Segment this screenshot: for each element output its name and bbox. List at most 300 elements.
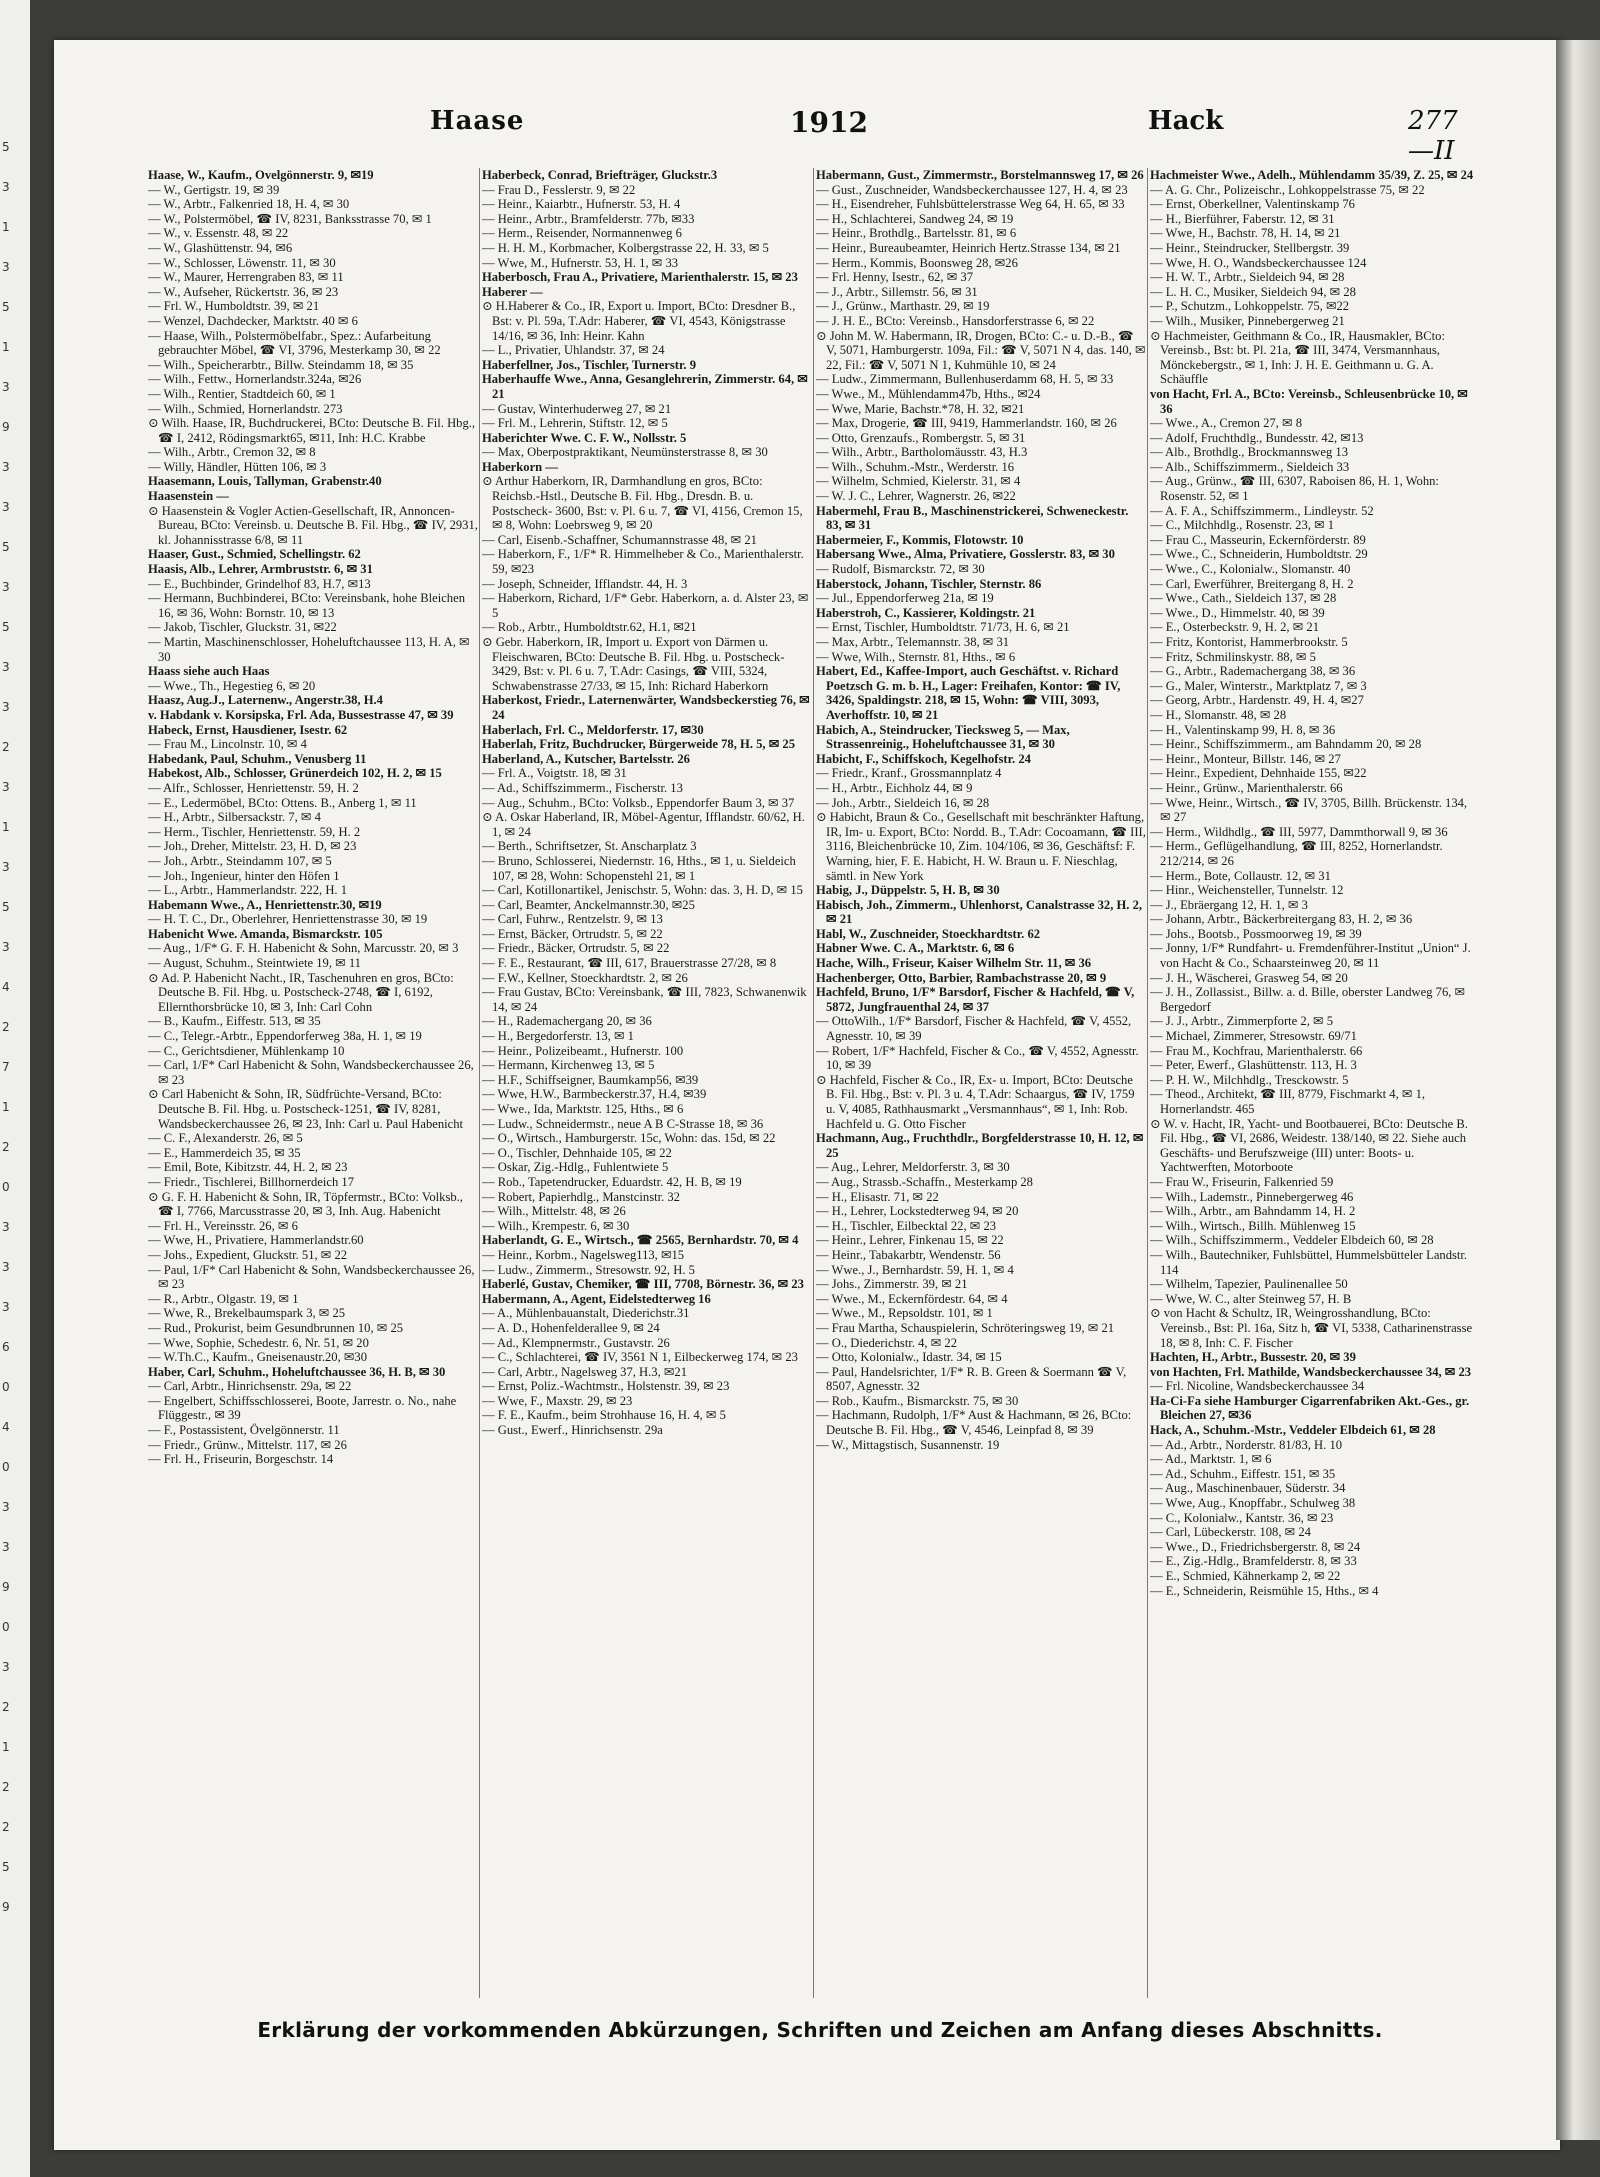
directory-entry: — Engelbert, Schiffsschlosserei, Boote, Jarrestr. o. No., nahe Flüggestr., ✉ 39 — [148, 1393, 457, 1423]
directory-entry: — Otto, Kolonialw., Idastr. 34, ✉ 15 — [816, 1350, 1002, 1365]
margin-mark: 2 — [2, 1700, 10, 1714]
directory-entry: — W., v. Essenstr. 48, ✉ 22 — [148, 226, 289, 241]
directory-entry: — Heinr., Grünw., Marienthalerstr. 66 — [1150, 780, 1343, 795]
directory-entry: Haberkost, Friedr., Laternenwärter, Wandsbeckerstieg 76, ✉ 24 — [482, 693, 810, 722]
directory-entry: — Rob., Arbtr., Humboldtstr.62, H.1, ✉21 — [482, 620, 697, 635]
directory-entry: — Oskar, Zig.-Hdlg., Fuhlentwiete 5 — [482, 1160, 669, 1175]
directory-entry: — Fritz, Schmilinskystr. 88, ✉ 5 — [1150, 649, 1316, 664]
directory-entry: — W., Maurer, Herrengraben 83, ✉ 11 — [148, 270, 344, 285]
directory-entry: ⊙ A. Oskar Haberland, IR, Möbel-Agentur, Ifflandstr. 60/62, H. 1, ✉ 24 — [482, 810, 805, 839]
directory-entry: — A. F. A., Schiffszimmerm., Lindleystr. 52 — [1150, 503, 1374, 518]
directory-entry: — Carl, Eisenb.-Schaffner, Schumannstrasse 48, ✉ 21 — [482, 532, 757, 547]
directory-entry: — Wilhelm, Tapezier, Paulinenallee 50 — [1150, 1277, 1348, 1292]
directory-entry: — H., Bergedorferstr. 13, ✉ 1 — [482, 1029, 634, 1044]
directory-entry: Haberichter Wwe. C. F. W., Nollsstr. 5 — [482, 430, 687, 445]
directory-entry: ⊙ Hachmeister, Geithmann & Co., IR, Hausmakler, BCto: Vereinsb., Bst: bt. Pl. 21a, ☎ III, 3474, Versmannhaus, Mönckebergstr., ✉ 1, Inh: J. H. E. Geithmann u. G. A. Schäuffle — [1150, 328, 1445, 387]
directory-entry: — F. E., Restaurant, ☎ III, 617, Brauerstrasse 27/28, ✉ 8 — [482, 956, 777, 971]
margin-mark: 3 — [2, 180, 10, 194]
directory-entry: — Fritz, Kontorist, Hammerbrookstr. 5 — [1150, 635, 1348, 649]
directory-entry: — Hermann, Buchbinderei, BCto: Vereinsbank, hohe Bleichen 16, ✉ 36, Wohn: Bornstr. 10, ✉ 13 — [148, 591, 465, 620]
directory-entry: — H., Rademachergang 20, ✉ 36 — [482, 1014, 652, 1029]
directory-entry: — Carl, Lübeckerstr. 108, ✉ 24 — [1150, 1525, 1311, 1540]
margin-mark: 5 — [2, 540, 10, 554]
directory-entry: — Heinr., Polizeibeamt., Hufnerstr. 100 — [482, 1043, 684, 1058]
directory-entry: ⊙ Wilh. Haase, IR, Buchdruckerei, BCto: Deutsche B. Fil. Hbg., ☎ I, 2412, Rödingsmarkt65, ✉11, Inh: H.C. Krabbe — [148, 416, 476, 445]
directory-entry: — Max, Oberpostpraktikant, Neumünsterstrasse 8, ✉ 30 — [482, 445, 768, 460]
directory-entry: — Carl, Ewerführer, Breitergang 8, H. 2 — [1150, 576, 1354, 591]
directory-entry: — Wwe, H. O., Wandsbeckerchaussee 124 — [1150, 255, 1367, 270]
directory-entry: — Hermann, Kirchenweg 13, ✉ 5 — [482, 1058, 655, 1073]
directory-entry: — Peter, Ewerf., Glashüttenstr. 113, H. 3 — [1150, 1058, 1357, 1073]
margin-mark: 2 — [2, 1820, 10, 1834]
header-left-keyword: Haase — [430, 106, 525, 136]
directory-entry: — F. E., Kaufm., beim Strohhause 16, H. 4, ✉ 5 — [482, 1408, 726, 1423]
directory-entry: — Georg, Arbtr., Hardenstr. 49, H. 4, ✉27 — [1150, 693, 1364, 708]
directory-entry: Hachfeld, Bruno, 1/F* Barsdorf, Fischer & Hachfeld, ☎ V, 5872, Jungfrauenthal 24, ✉ 37 — [816, 985, 1135, 1014]
margin-mark: 3 — [2, 660, 10, 674]
directory-entry: v. Habdank v. Korsipska, Frl. Ada, Bussestrasse 47, ✉ 39 — [148, 707, 454, 722]
margin-mark: 3 — [2, 460, 10, 474]
directory-entry: — Hinr., Weichensteller, Tunnelstr. 12 — [1150, 883, 1344, 898]
directory-entry: — Johs., Bootsb., Possmoorweg 19, ✉ 39 — [1150, 926, 1362, 941]
directory-entry: — Martin, Maschinenschlosser, Hoheluftchaussee 113, H. A, ✉ 30 — [148, 635, 470, 664]
margin-mark: 3 — [2, 860, 10, 874]
directory-entry: — Alfr., Schlosser, Henriettenstr. 59, H. 2 — [148, 780, 359, 795]
directory-entry: — Michael, Zimmerer, Stresowstr. 69/71 — [1150, 1029, 1357, 1044]
directory-entry: — J., Grünw., Marthastr. 29, ✉ 19 — [816, 299, 990, 314]
margin-mark: 3 — [2, 1540, 10, 1554]
directory-entry: — Friedr., Tischlerei, Billhornerdeich 17 — [148, 1174, 355, 1189]
directory-entry: Habersang Wwe., Alma, Privatiere, Gosslerstr. 83, ✉ 30 — [816, 547, 1115, 562]
directory-entry: — Herm., Wildhdlg., ☎ III, 5977, Dammthorwall 9, ✉ 36 — [1150, 824, 1448, 839]
directory-entry: Habicht, F., Schiffskoch, Kegelhofstr. 24 — [816, 751, 1031, 766]
directory-entry: — Adolf, Fruchthdlg., Bundesstr. 42, ✉13 — [1150, 430, 1364, 445]
directory-entry: — Joh., Dreher, Mittelstr. 23, H. D, ✉ 23 — [148, 839, 357, 854]
header-right-keyword: Hack — [1148, 106, 1224, 136]
directory-entry: — Heinr., Monteur, Billstr. 146, ✉ 27 — [1150, 751, 1341, 766]
directory-entry: Haaser, Gust., Schmied, Schellingstr. 62 — [148, 547, 361, 562]
directory-entry: — Friedr., Grünw., Mittelstr. 117, ✉ 26 — [148, 1437, 347, 1452]
directory-entry: — Wwe, Wilh., Sternstr. 81, Hths., ✉ 6 — [816, 649, 1016, 664]
directory-entry: — Ernst, Poliz.-Wachtmstr., Holstenstr. 39, ✉ 23 — [482, 1379, 730, 1394]
directory-entry: Habert, Ed., Kaffee-Import, auch Geschäftst. v. Richard Poetzsch G. m. b. H., Lager: Freihafen, Kontor: ☎ IV, 3426, Spaldingstr. 218, ✉ 15, Wohn: ☎ VIII, 3093, Averhoffstr. 10, ✉ 21 — [816, 664, 1121, 722]
directory-entry: — J. H., Wäscherei, Grasweg 54, ✉ 20 — [1150, 970, 1348, 985]
directory-entry: — H., Slomanstr. 48, ✉ 28 — [1150, 707, 1287, 722]
directory-entry: — Wilh., Mittelstr. 48, ✉ 26 — [482, 1204, 626, 1219]
directory-entry: — Wilh., Lademstr., Pinnebergerweg 46 — [1150, 1189, 1354, 1204]
directory-entry: — B., Kaufm., Eiffestr. 513, ✉ 35 — [148, 1014, 321, 1029]
directory-entry: — Wwe, F., Maxstr. 29, ✉ 23 — [482, 1393, 633, 1408]
margin-mark: 1 — [2, 220, 10, 234]
directory-entry: — Carl, Kotillonartikel, Jenischstr. 5, Wohn: das. 3, H. D, ✉ 15 — [482, 883, 803, 898]
margin-mark: 1 — [2, 1740, 10, 1754]
directory-entry: — W. J. C., Lehrer, Wagnerstr. 26, ✉22 — [816, 489, 1016, 504]
directory-entry: ⊙ von Hacht & Schultz, IR, Weingrosshandlung, BCto: Vereinsb., Bst: Pl. 16a, Sitz h, ☎ VI, 5338, Catharinenstrasse 18, ✉ 8, Inh: C. F. Fischer — [1150, 1306, 1473, 1350]
directory-entry: ⊙ H.Haberer & Co., IR, Export u. Import, BCto: Dresdner B., Bst: v. Pl. 59a, T.Adr: Haberer, ☎ VI, 4543, Königstrasse 14/16, ✉ 36, Inh: Heinr. Kahn — [482, 299, 796, 343]
directory-entry: — Wwe, Marie, Bachstr.*78, H. 32, ✉21 — [816, 401, 1025, 416]
directory-entry: — Wilhelm, Schmied, Kielerstr. 31, ✉ 4 — [816, 474, 1021, 489]
directory-entry: Haberer — — [482, 284, 543, 299]
directory-entry: Hachten, H., Arbtr., Bussestr. 20, ✉ 39 — [1150, 1350, 1356, 1365]
directory-entry: — Frl. M., Lehrerin, Stiftstr. 12, ✉ 5 — [482, 416, 668, 431]
directory-entry: — Frl. H., Vereinsstr. 26, ✉ 6 — [148, 1218, 298, 1233]
directory-entry: — H. T. C., Dr., Oberlehrer, Henriettenstrasse 30, ✉ 19 — [148, 912, 428, 927]
margin-mark: 3 — [2, 1220, 10, 1234]
directory-entry: — Wilh., Arbtr., Cremon 32, ✉ 8 — [148, 445, 316, 460]
directory-entry: — Wilh., Krempestr. 6, ✉ 30 — [482, 1218, 630, 1233]
directory-entry: — H., Lehrer, Lockstedterweg 94, ✉ 20 — [816, 1204, 1019, 1219]
margin-mark: 5 — [2, 900, 10, 914]
directory-entry: — Gustav, Winterhuderweg 27, ✉ 21 — [482, 401, 672, 416]
directory-entry: Habermann, Gust., Zimmermstr., Borstelmannsweg 17, ✉ 26 — [816, 168, 1144, 182]
margin-mark: 9 — [2, 1580, 10, 1594]
directory-entry: — Wilh., Arbtr., Bartholomäusstr. 43, H.3 — [816, 445, 1028, 460]
directory-entry: ⊙ G. F. H. Habenicht & Sohn, IR, Töpfermstr., BCto: Volksb., ☎ I, 7766, Marcusstrasse 20, ✉ 3, Inh. Aug. Habenicht — [148, 1189, 463, 1219]
directory-entry: — O., Wirtsch., Hamburgerstr. 15c, Wohn: das. 15d, ✉ 22 — [482, 1131, 776, 1146]
directory-entry: — Wilh., Bautechniker, Fuhlsbüttel, Hummelsbütteler Landstr. 114 — [1150, 1247, 1468, 1277]
directory-entry: — O., Tischler, Dehnhaide 105, ✉ 22 — [482, 1145, 672, 1160]
directory-entry: Habner Wwe. C. A., Marktstr. 6, ✉ 6 — [816, 941, 1015, 956]
directory-entry: Haasemann, Louis, Tallyman, Grabenstr.40 — [148, 474, 382, 489]
directory-entry: Hachenberger, Otto, Barbier, Rambachstrasse 20, ✉ 9 — [816, 970, 1107, 985]
directory-entry: Ha-Ci-Fa siehe Hamburger Cigarrenfabriken Akt.-Ges., gr. Bleichen 27, ✉36 — [1150, 1393, 1470, 1423]
directory-entry: — J. J., Arbtr., Zimmerpforte 2, ✉ 5 — [1150, 1014, 1333, 1029]
directory-entry: — E., Zig.-Hdlg., Bramfelderstr. 8, ✉ 33 — [1150, 1554, 1357, 1569]
directory-entry: — Frau Gustav, BCto: Vereinsbank, ☎ III, 7823, Schwanenwik 14, ✉ 24 — [482, 985, 807, 1014]
directory-entry: — Alb., Brothdlg., Brockmannsweg 13 — [1150, 445, 1348, 460]
directory-entry: Haberbosch, Frau A., Privatiere, Marienthalerstr. 15, ✉ 23 — [482, 270, 798, 285]
directory-entry: — Carl, 1/F* Carl Habenicht & Sohn, Wandsbeckerchaussee 26, ✉ 23 — [148, 1058, 474, 1087]
directory-entry: — L., Arbtr., Hammerlandstr. 222, H. 1 — [148, 883, 348, 898]
directory-entry: — A. D., Hohenfelderallee 9, ✉ 24 — [482, 1320, 660, 1335]
directory-entry: — Ad., Klempnermstr., Gustavstr. 26 — [482, 1335, 670, 1350]
directory-entry: Haberhauffe Wwe., Anna, Gesanglehrerin, Zimmerstr. 64, ✉ 21 — [482, 372, 808, 401]
directory-entry: — Frau M., Lincolnstr. 10, ✉ 4 — [148, 737, 307, 752]
directory-entry: Haberbeck, Conrad, Briefträger, Gluckstr.3 — [482, 168, 718, 182]
directory-entry: — W., Glashüttenstr. 94, ✉6 — [148, 240, 293, 255]
directory-entry: — Ad., Arbtr., Norderstr. 81/83, H. 10 — [1150, 1437, 1343, 1452]
directory-entry: — Friedr., Bäcker, Ortrudstr. 5, ✉ 22 — [482, 941, 670, 956]
directory-entry: — Aug., Maschinenbauer, Süderstr. 34 — [1150, 1481, 1346, 1496]
directory-entry: — L. H. C., Musiker, Sieldeich 94, ✉ 28 — [1150, 284, 1356, 299]
directory-entry: Habekost, Alb., Schlosser, Grünerdeich 102, H. 2, ✉ 15 — [148, 766, 442, 781]
margin-mark: 1 — [2, 1100, 10, 1114]
directory-entry: — Wilh., Rentier, Stadtdeich 60, ✉ 1 — [148, 386, 336, 401]
directory-entry: — Jakob, Tischler, Gluckstr. 31, ✉22 — [148, 620, 337, 635]
directory-entry: — Wilh., Wirtsch., Billh. Mühlenweg 15 — [1150, 1218, 1356, 1233]
directory-entry: — Robert, Papierhdlg., Manstcinstr. 32 — [482, 1189, 680, 1204]
directory-entry: — Carl, Fuhrw., Rentzelstr. 9, ✉ 13 — [482, 912, 663, 927]
directory-entry: — G., Arbtr., Rademachergang 38, ✉ 36 — [1150, 664, 1356, 679]
directory-entry: — G., Maler, Winterstr., Marktplatz 7, ✉ 3 — [1150, 678, 1367, 693]
directory-entry: — Wenzel, Dachdecker, Marktstr. 40 ✉ 6 — [148, 313, 358, 328]
directory-entry: — OttoWilh., 1/F* Barsdorf, Fischer & Hachfeld, ☎ V, 4552, Agnesstr. 10, ✉ 39 — [816, 1014, 1132, 1044]
directory-entry: — Herm., Geflügelhandlung, ☎ III, 8252, Hornerlandstr. 212/214, ✉ 26 — [1150, 839, 1443, 868]
directory-entry: — Johs., Zimmerstr. 39, ✉ 21 — [816, 1277, 968, 1292]
directory-entry: — H., Eisendreher, Fuhlsbüttelerstrasse Weg 64, H. 65, ✉ 33 — [816, 197, 1125, 212]
directory-entry: Haasis, Alb., Lehrer, Armbruststr. 6, ✉ 31 — [148, 562, 373, 577]
margin-mark: 9 — [2, 1900, 10, 1914]
directory-entry: — Wwe., Cath., Sieldeich 137, ✉ 28 — [1150, 591, 1337, 606]
directory-entry: Habermehl, Frau B., Maschinenstrickerei, Schweneckestr. 83, ✉ 31 — [816, 503, 1129, 533]
directory-entry: — Wilh., Arbtr., am Bahndamm 14, H. 2 — [1150, 1204, 1356, 1219]
margin-mark: 3 — [2, 780, 10, 794]
margin-mark: 7 — [2, 1060, 10, 1074]
directory-entry: Habedank, Paul, Schuhm., Venusberg 11 — [148, 751, 367, 766]
margin-mark: 3 — [2, 500, 10, 514]
directory-entry: ⊙ Ad. P. Habenicht Nacht., IR, Taschenuhren en gros, BCto: Deutsche B. Fil. Hbg. u. Postscheck-2748, ☎ I, 6192, Ellernthorsbrücke 10, ✉ 3, Inh: Carl Cohn — [148, 970, 454, 1014]
directory-entry: — Wwe, W. C., alter Steinweg 57, H. B — [1150, 1291, 1352, 1306]
margin-mark: 2 — [2, 1780, 10, 1794]
directory-entry: — Haase, Wilh., Polstermöbelfabr., Spez.: Aufarbeitung gebrauchter Möbel, ☎ VI, 3796, Mesterkamp 30, ✉ 22 — [148, 328, 441, 358]
directory-entry: ⊙ Gebr. Haberkorn, IR, Import u. Export von Därmen u. Fleischwaren, BCto: Deutsche B. Fil. Hbg. u. Postscheck- 3429, Bst: v. Pl. 6 u. 7, T.Adr: Casings, ☎ VIII, 5324, Schwabenstrasse 27/33, ✉ 15, Inh: Richard Haberkorn — [482, 635, 785, 693]
margin-mark: 1 — [2, 820, 10, 834]
directory-entry: Haasenstein — — [148, 489, 229, 504]
margin-mark: 5 — [2, 1860, 10, 1874]
directory-entry: — W., Polstermöbel, ☎ IV, 8231, Banksstrasse 70, ✉ 1 — [148, 211, 432, 226]
directory-entry: — Wilh., Speicherarbtr., Billw. Steindamm 18, ✉ 35 — [148, 357, 414, 372]
directory-entry: — Willy, Händler, Hütten 106, ✉ 3 — [148, 459, 327, 474]
margin-mark: 5 — [2, 140, 10, 154]
margin-mark: 3 — [2, 1300, 10, 1314]
directory-entry: — Carl, Arbtr., Nagelsweg 37, H.3, ✉21 — [482, 1364, 688, 1379]
directory-entry: — E., Ledermöbel, BCto: Ottens. B., Anberg 1, ✉ 11 — [148, 795, 417, 810]
directory-entry: — Wwe., Th., Hegestieg 6, ✉ 20 — [148, 678, 316, 693]
directory-entry: Haberlach, Frl. C., Meldorferstr. 17, ✉30 — [482, 722, 704, 737]
directory-entry: — Robert, 1/F* Hachfeld, Fischer & Co., ☎ V, 4552, Agnesstr. 10, ✉ 39 — [816, 1043, 1139, 1073]
directory-entry: — Wwe., M., Repsoldstr. 101, ✉ 1 — [816, 1306, 993, 1321]
directory-entry: — Herm., Tischler, Henriettenstr. 59, H. 2 — [148, 824, 361, 839]
directory-entry: — W., Aufseher, Rückertstr. 36, ✉ 23 — [148, 284, 339, 299]
directory-entry: ⊙ Carl Habenicht & Sohn, IR, Südfrüchte-Versand, BCto: Deutsche B. Fil. Hbg. u. Postscheck-1251, ☎ IV, 8281, Wandsbeckerchaussee 26, ✉ 23, Inh: Carl u. Paul Habenicht — [148, 1087, 464, 1131]
directory-entry: Haberlé, Gustav, Chemiker, ☎ III, 7708, Börnestr. 36, ✉ 23 — [482, 1277, 804, 1292]
margin-mark: 0 — [2, 1180, 10, 1194]
directory-entry: — Heinr., Brothdlg., Bartelsstr. 81, ✉ 6 — [816, 226, 1017, 241]
directory-entry: — Wwe, Sophie, Schedestr. 6, Nr. 51, ✉ 20 — [148, 1335, 369, 1350]
directory-entry: — Friedr., Kranf., Grossmannplatz 4 — [816, 766, 1002, 781]
directory-entry: — P. H. W., Milchhdlg., Tresckowstr. 5 — [1150, 1072, 1349, 1087]
directory-entry: — Frau Martha, Schauspielerin, Schröteringsweg 19, ✉ 21 — [816, 1320, 1115, 1335]
directory-entry: — Heinr., Expedient, Dehnhaide 155, ✉22 — [1150, 766, 1367, 781]
directory-entry: — H., Bierführer, Faberstr. 12, ✉ 31 — [1150, 211, 1335, 226]
directory-entry: — Wwe., C., Schneiderin, Humboldtstr. 29 — [1150, 547, 1368, 562]
directory-entry: — L., Privatier, Uhlandstr. 37, ✉ 24 — [482, 343, 665, 358]
directory-entry: — Aug., Schuhm., BCto: Volksb., Eppendorfer Baum 3, ✉ 37 — [482, 795, 795, 810]
directory-entry: Habeck, Ernst, Hausdiener, Isestr. 62 — [148, 722, 348, 737]
directory-entry: — Joh., Ingenieur, hinter den Höfen 1 — [148, 868, 340, 883]
directory-entry: — Ad., Schiffszimmerm., Fischerstr. 13 — [482, 780, 683, 795]
directory-entry: — W., Gertigstr. 19, ✉ 39 — [148, 182, 280, 197]
directory-entry: Hachmeister Wwe., Adelh., Mühlendamm 35/39, Z. 25, ✉ 24 — [1150, 168, 1474, 182]
header-year: 1912 — [790, 106, 868, 139]
directory-entry: — Gust., Zuschneider, Wandsbeckerchaussee 127, H. 4, ✉ 23 — [816, 182, 1128, 197]
directory-entry: Haberstock, Johann, Tischler, Sternstr. 86 — [816, 576, 1042, 591]
directory-entry: Habl, W., Zuschneider, Stoeckhardtstr. 62 — [816, 926, 1041, 941]
directory-entry: — Aug., 1/F* G. F. H. Habenicht & Sohn, Marcusstr. 20, ✉ 3 — [148, 941, 459, 956]
abbreviation-note: Erklärung der vorkommenden Abkürzungen, Schriften und Zeichen am Anfang dieses Abschnitts. — [257, 2018, 1383, 2042]
directory-entry: Hack, A., Schuhm.-Mstr., Veddeler Elbdeich 61, ✉ 28 — [1150, 1423, 1436, 1438]
directory-entry: — Wilh., Fettw., Hornerlandstr.324a, ✉26 — [148, 372, 362, 387]
directory-entry: — J., Ebräergang 12, H. 1, ✉ 3 — [1150, 897, 1308, 912]
directory-entry: — Frau W., Friseurin, Falkenried 59 — [1150, 1174, 1334, 1189]
margin-mark: 2 — [2, 740, 10, 754]
directory-entry: — Johs., Expedient, Gluckstr. 51, ✉ 22 — [148, 1247, 348, 1262]
directory-entry: — Wwe, H., Privatiere, Hammerlandstr.60 — [148, 1233, 364, 1248]
directory-entry: von Hachten, Frl. Mathilde, Wandsbeckerchaussee 34, ✉ 23 — [1150, 1364, 1472, 1379]
directory-entry: — C., Gerichtsdiener, Mühlenkamp 10 — [148, 1043, 345, 1058]
directory-entry: — Ernst, Tischler, Humboldtstr. 71/73, H. 6, ✉ 21 — [816, 620, 1070, 635]
directory-entry: — A. G. Chr., Polizeischr., Lohkoppelstrasse 75, ✉ 22 — [1150, 182, 1425, 197]
directory-entry: Habig, J., Düppelstr. 5, H. B, ✉ 30 — [816, 883, 1000, 898]
directory-entry: — C., Telegr.-Arbtr., Eppendorferweg 38a, H. 1, ✉ 19 — [148, 1029, 422, 1044]
directory-entry: — W., Mittagstisch, Susannenstr. 19 — [816, 1437, 1000, 1452]
directory-entry: Habisch, Joh., Zimmerm., Uhlenhorst, Canalstrasse 32, H. 2, ✉ 21 — [816, 897, 1143, 927]
directory-entry: — Ludw., Schneidermstr., neue A B C-Strasse 18, ✉ 36 — [482, 1116, 764, 1131]
directory-entry: — E., Buchbinder, Grindelhof 83, H.7, ✉13 — [148, 576, 371, 591]
directory-entry: — Herm., Bote, Collaustr. 12, ✉ 31 — [1150, 868, 1331, 883]
directory-entry: — Frau C., Masseurin, Eckernförderstr. 89 — [1150, 532, 1366, 547]
directory-entry: — Gust., Ewerf., Hinrichsenstr. 29a — [482, 1423, 663, 1438]
directory-entry: ⊙ W. v. Hacht, IR, Yacht- und Bootbauerei, BCto: Deutsche B. Fil. Hbg., ☎ VI, 2686, Weidestr. 138/140, ✉ 22. Siehe auch Geschäfts- und Berufszweige (III) unter: Boots- u. Yachtwerften, Motorboote — [1150, 1116, 1468, 1175]
directory-column-2 — [482, 168, 812, 1998]
margin-mark: 0 — [2, 1460, 10, 1474]
directory-entry: — Heinr., Korbm., Nagelsweg113, ✉15 — [482, 1247, 685, 1262]
header-page-number: 277—II — [1408, 106, 1458, 166]
directory-entry: — F.W., Kellner, Stoeckhardtstr. 2, ✉ 26 — [482, 970, 688, 985]
margin-mark: 3 — [2, 1500, 10, 1514]
directory-entry: — Ernst, Oberkellner, Valentinskamp 76 — [1150, 197, 1355, 212]
directory-entry: — Heinr., Tabakarbtr, Wendenstr. 56 — [816, 1247, 1001, 1262]
directory-entry: — H., Valentinskamp 99, H. 8, ✉ 36 — [1150, 722, 1336, 737]
directory-entry: — Aug., Lehrer, Meldorferstr. 3, ✉ 30 — [816, 1160, 1010, 1175]
directory-entry: — Jul., Eppendorferweg 21a, ✉ 19 — [816, 591, 994, 606]
directory-entry: — Joh., Arbtr., Steindamm 107, ✉ 5 — [148, 853, 332, 868]
margin-mark: 1 — [2, 340, 10, 354]
margin-mark: 3 — [2, 580, 10, 594]
directory-entry: — Heinr., Bureaubeamter, Heinrich Hertz.Strasse 134, ✉ 21 — [816, 240, 1121, 255]
margin-mark: 4 — [2, 1420, 10, 1434]
directory-entry: — Bruno, Schlosserei, Niedernstr. 16, Hths., ✉ 1, u. Sieldeich 107, ✉ 28, Wohn: Schopenstehl 21, ✉ 1 — [482, 853, 796, 883]
directory-entry: — R., Arbtr., Olgastr. 19, ✉ 1 — [148, 1291, 299, 1306]
directory-entry: — H., Schlachterei, Sandweg 24, ✉ 19 — [816, 211, 1014, 226]
directory-entry: — Frau D., Fesslerstr. 9, ✉ 22 — [482, 182, 636, 197]
directory-entry: — Heinr., Kaiarbtr., Hufnerstr. 53, H. 4 — [482, 197, 681, 212]
directory-entry: — Wwe., A., Cremon 27, ✉ 8 — [1150, 416, 1302, 431]
margin-mark: 4 — [2, 980, 10, 994]
directory-entry: ⊙ Hachfeld, Fischer & Co., IR, Ex- u. Import, BCto: Deutsche B. Fil. Hbg., Bst: v. Pl. 3 u. 4, T.Adr: Schaargus, ☎ IV, 1759 u. V, 4085, Rathhausmarkt „Versmannhaus“, ✉ 1, Inh: Rob. Hachfeld u. G. Otto Fischer — [816, 1072, 1135, 1131]
directory-entry: Haberfellner, Jos., Tischler, Turnerstr. 9 — [482, 357, 696, 372]
directory-entry: — Haberkorn, F., 1/F* R. Himmelheber & Co., Marienthalerstr. 59, ✉23 — [482, 547, 804, 577]
directory-entry: — Max, Drogerie, ☎ III, 9419, Hammerlandstr. 160, ✉ 26 — [816, 416, 1117, 431]
directory-entry: — W., Arbtr., Falkenried 18, H. 4, ✉ 30 — [148, 197, 350, 212]
margin-mark: 9 — [2, 420, 10, 434]
directory-entry: — H., Arbtr., Silbersackstr. 7, ✉ 4 — [148, 810, 321, 825]
directory-entry: Haberlah, Fritz, Buchdrucker, Bürgerweide 78, H. 5, ✉ 25 — [482, 737, 796, 752]
directory-entry: — Wilh., Musiker, Pinnebergerweg 21 — [1150, 313, 1345, 328]
margin-mark: 2 — [2, 1140, 10, 1154]
directory-entry: — Ad., Marktstr. 1, ✉ 6 — [1150, 1452, 1272, 1467]
directory-entry: — E., Hammerdeich 35, ✉ 35 — [148, 1145, 301, 1160]
directory-entry: — Frl. W., Humboldtstr. 39, ✉ 21 — [148, 299, 320, 314]
directory-entry: — Otto, Grenzaufs., Rombergstr. 5, ✉ 31 — [816, 430, 1026, 445]
margin-mark: 3 — [2, 1260, 10, 1274]
directory-entry: — Frl. Henny, Isestr., 62, ✉ 37 — [816, 270, 974, 285]
directory-entry: — Rob., Tapetendrucker, Eduardstr. 42, H. B, ✉ 19 — [482, 1174, 742, 1189]
directory-entry: — Herm., Reisender, Normannenweg 6 — [482, 226, 682, 241]
directory-entry: — Carl, Beamter, Anckelmannstr.30, ✉25 — [482, 897, 695, 912]
directory-entry: — Wwe, M., Hufnerstr. 53, H. 1, ✉ 33 — [482, 255, 679, 270]
directory-entry: — Theod., Architekt, ☎ III, 8779, Fischmarkt 4, ✉ 1, Hornerlandstr. 465 — [1150, 1087, 1426, 1116]
directory-entry: — H., Arbtr., Eichholz 44, ✉ 9 — [816, 780, 973, 795]
margin-mark: 3 — [2, 940, 10, 954]
margin-mark: 3 — [2, 700, 10, 714]
directory-entry: — Ludw., Zimmerm., Stresowstr. 92, H. 5 — [482, 1262, 695, 1277]
directory-entry: — Wwe, Aug., Knopffabr., Schulweg 38 — [1150, 1496, 1356, 1511]
directory-entry: — P., Schutzm., Lohkoppelstr. 75, ✉22 — [1150, 299, 1350, 314]
directory-entry: — J., Arbtr., Sillemstr. 56, ✉ 31 — [816, 284, 978, 299]
directory-entry: — Wilh., Schiffszimmerm., Veddeler Elbdeich 60, ✉ 28 — [1150, 1233, 1434, 1248]
directory-entry: Haase, W., Kaufm., Ovelgönnerstr. 9, ✉19 — [148, 168, 374, 182]
directory-entry: — Heinr., Steindrucker, Stellbergstr. 39 — [1150, 240, 1350, 255]
directory-entry: — Wwe, H., Bachstr. 78, H. 14, ✉ 21 — [1150, 226, 1341, 241]
directory-entry: — J. H. E., BCto: Vereinsb., Hansdorferstrasse 6, ✉ 22 — [816, 313, 1095, 328]
directory-entry: ⊙ John M. W. Habermann, IR, Drogen, BCto: C.- u. D.-B., ☎ V, 5071, Hamburgerstr. 109a, Fil.: ☎ V, 5071 N 4, das. 140, ✉ 22, Fil.: ☎ V, 5071 N 1, Kuhmühle 10, ✉ 24 — [816, 328, 1146, 372]
directory-entry: — H. W. T., Arbtr., Sieldeich 94, ✉ 28 — [1150, 270, 1345, 285]
directory-entry: — Ernst, Bäcker, Ortrudstr. 5, ✉ 22 — [482, 926, 663, 941]
directory-entry: — Wwe., C., Kolonialw., Slomanstr. 40 — [1150, 562, 1351, 577]
directory-entry: Haber, Carl, Schuhm., Hoheluftchaussee 36, H. B, ✉ 30 — [148, 1364, 446, 1379]
directory-entry: — Haberkorn, Richard, 1/F* Gebr. Haberkorn, a. d. Alster 23, ✉ 5 — [482, 591, 809, 620]
directory-entry: — A., Mühlenbauanstalt, Diederichstr.31 — [482, 1306, 690, 1321]
directory-entry: — Joseph, Schneider, Ifflandstr. 44, H. 3 — [482, 576, 688, 591]
directory-entry: — Wwe., M., Mühlendamm47b, Hths., ✉24 — [816, 386, 1041, 401]
directory-column-4 — [1150, 168, 1476, 1998]
previous-page-edge — [0, 0, 30, 2177]
margin-mark: 5 — [2, 620, 10, 634]
directory-entry: — Frl. A., Voigtstr. 18, ✉ 31 — [482, 766, 627, 781]
directory-entry: — Hachmann, Rudolph, 1/F* Aust & Hachmann, ✉ 26, BCto: Deutsche B. Fil. Hbg., ☎ V, 4546, Leinpfad 8, ✉ 39 — [816, 1408, 1132, 1438]
directory-entry: — Aug., Strassb.-Schaffn., Mesterkamp 28 — [816, 1174, 1033, 1189]
directory-entry: — H., Tischler, Eilbecktal 22, ✉ 23 — [816, 1218, 997, 1233]
directory-entry: — Paul, Handelsrichter, 1/F* R. B. Green & Soermann ☎ V, 8507, Agnesstr. 32 — [816, 1364, 1127, 1394]
directory-entry: — E., Schneiderin, Reismühle 15, Hths., ✉ 4 — [1150, 1583, 1379, 1598]
directory-column-1 — [148, 168, 478, 1998]
directory-entry: ⊙ Arthur Haberkorn, IR, Darmhandlung en gros, BCto: Reichsb.-Hstl., Deutsche B. Fil. Hbg., Dresdn. B. u. Postscheck- 3600, Bst: v. Pl. 6 u. 7, ☎ VI, 4156, Cremon 15, ✉ 8, Wohn: Loebrsweg 9, ✉ 20 — [482, 474, 803, 533]
directory-entry: — C. F., Alexanderstr. 26, ✉ 5 — [148, 1131, 303, 1146]
directory-entry: — E., Schmied, Kähnerkamp 2, ✉ 22 — [1150, 1569, 1341, 1583]
directory-entry: — Rudolf, Bismarckstr. 72, ✉ 30 — [816, 562, 985, 577]
directory-entry: — F., Postassistent, Övelgönnerstr. 11 — [148, 1423, 340, 1438]
directory-column-3 — [816, 168, 1146, 1998]
directory-entry: — Rob., Kaufm., Bismarckstr. 75, ✉ 30 — [816, 1393, 1019, 1408]
margin-mark: 3 — [2, 260, 10, 274]
directory-entry: — Aug., Grünw., ☎ III, 6307, Raboisen 86, H. 1, Wohn: Rosenstr. 52, ✉ 1 — [1150, 474, 1439, 504]
directory-entry: — Herm., Kommis, Boonsweg 28, ✉26 — [816, 255, 1018, 270]
directory-entry: ⊙ Habicht, Braun & Co., Gesellschaft mit beschränkter Haftung, IR, Im- u. Export, BCto: Nordd. B., T.Adr: Cocoamann, ☎ III, 3116, Bleichenbrücke 10, Zim. 104/106, ✉ 36, Geschäftsf: F. Warning, hier, F. E. Habicht, H. W. Braun u. F. Nieschlag, sämtl. in New York — [816, 810, 1146, 883]
directory-entry: — Wwe, Heinr., Wirtsch., ☎ IV, 3705, Billh. Brückenstr. 134, ✉ 27 — [1150, 795, 1468, 825]
directory-entry: — Wwe., J., Bernhardstr. 59, H. 1, ✉ 4 — [816, 1262, 1014, 1277]
directory-entry: — Johann, Arbtr., Bäckerbreitergang 83, H. 2, ✉ 36 — [1150, 912, 1413, 927]
directory-entry: — Wwe, H.W., Barmbeckerstr.37, H.4, ✉39 — [482, 1087, 707, 1102]
directory-entry: — Rud., Prokurist, beim Gesundbrunnen 10, ✉ 25 — [148, 1320, 404, 1335]
directory-entry: Haberstroh, C., Kassierer, Koldingstr. 21 — [816, 605, 1036, 620]
book-edge — [1556, 40, 1600, 2140]
directory-columns — [148, 168, 1476, 1998]
directory-entry: — C., Schlachterei, ☎ IV, 3561 N 1, Eilbeckerweg 174, ✉ 23 — [482, 1350, 798, 1365]
margin-mark: 3 — [2, 380, 10, 394]
directory-entry: Hache, Wilh., Friseur, Kaiser Wilhelm Str. 11, ✉ 36 — [816, 956, 1092, 971]
directory-entry: — Frl. Nicoline, Wandsbeckerchaussee 34 — [1150, 1379, 1365, 1394]
